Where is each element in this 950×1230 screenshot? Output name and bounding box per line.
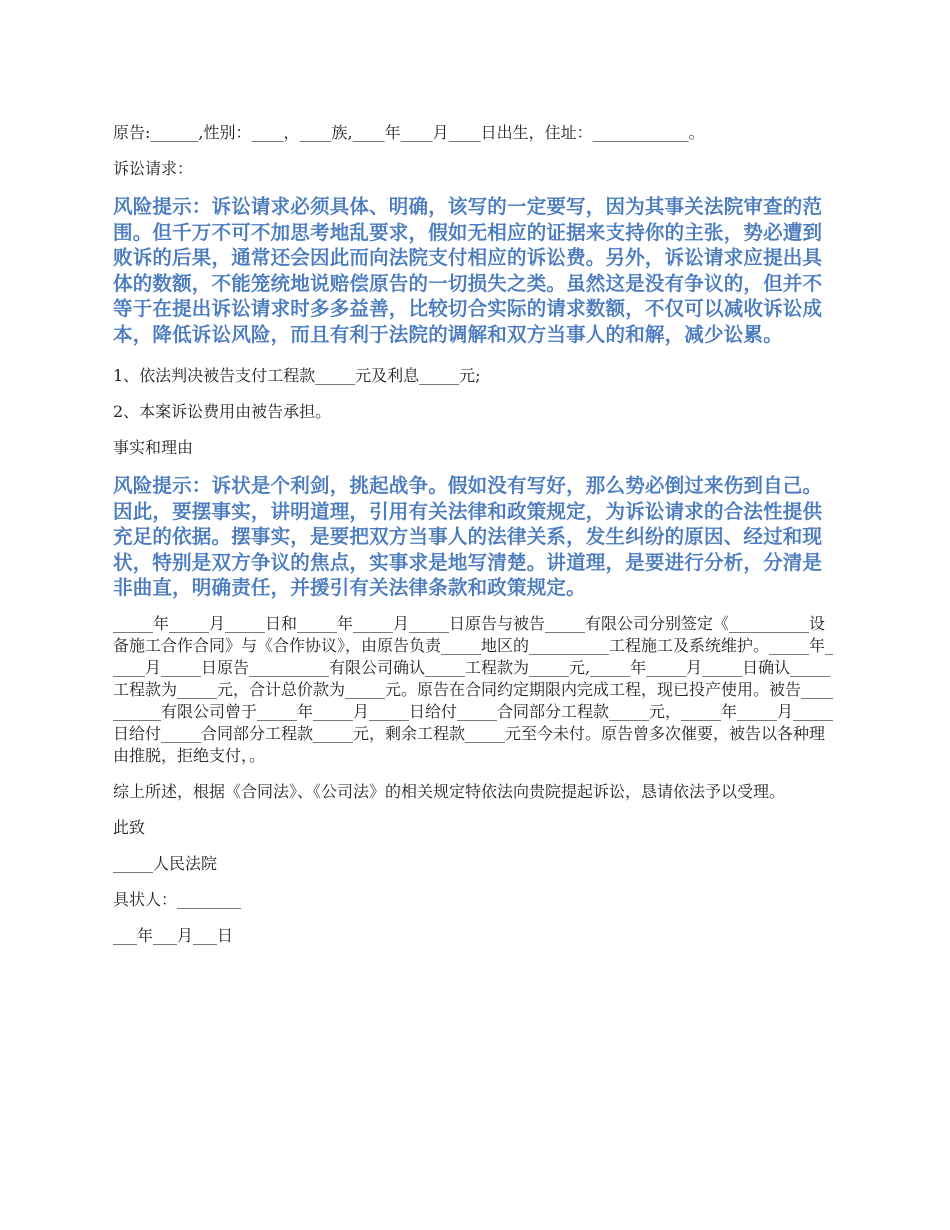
conclusion-paragraph: 综上所述，根据《合同法》、《公司法》的相关规定特依法向贵院提起诉讼，恳请依法予以受理。 [113, 781, 786, 801]
plaintiff-info-line: 原告:______,性别：____，____族,____年____月____日出生，住址：____________。 [113, 123, 705, 142]
complaint-document [113, 122, 833, 947]
court-name: _____人民法院 [113, 853, 218, 873]
salutation: 此致 [113, 817, 146, 837]
facts-body: _____年_____月_____日和_____年_____月_____日原告与被告_____有限公司分别签定《__________设备施工合作合同》与《合作协议》，由原告负责_____地区的__________工程施工及系统维护。_____年_____月_____日原告__________有限公司确认_____工程款为_____元,_____年_____月_____日确认_____工程款为_____元，合计总价款为_____元。原告在合同约定期限内完成工程，现已投产使用。被告__________有限公司曾于_____年_____月_____日给付_____合同部分工程款_____元，_____年_____月_____日给付_____合同部分工程款_____元，剩余工程款_____元至今未付。原告曾多次催要，被告以各种理由推脱，拒绝支付，。 [113, 613, 834, 765]
claim-item-1: 1、依法判决被告支付工程款_____元及利息_____元; [113, 366, 481, 385]
claims-heading: 诉讼请求： [113, 159, 194, 178]
claim-item-2: 2、本案诉讼费用由被告承担。 [113, 402, 332, 421]
signer-line: 具状人：________ [113, 889, 242, 909]
risk-tip-facts: 风险提示：诉状是个利剑，挑起战争。假如没有写好，那么势必倒过来伤到自己。因此，要摆事实，讲明道理，引用有关法律和政策规定，为诉讼请求的合法性提供充足的依据。摆事实，是要把双方当事人的法律关系，发生纠纷的原因、经过和现状，特别是双方争议的焦点，实事求是地写清楚。讲道理，是要进行分析，分清是非曲直，明确责任，并援引有关法律条款和政策规定。 [113, 474, 823, 599]
risk-tip-claims: 风险提示：诉讼请求必须具体、明确，该写的一定要写，因为其事关法院审查的范围。但千万不可不加思考地乱要求，假如无相应的证据来支持你的主张，势必遭到败诉的后果，通常还会因此而向法院支付相应的诉讼费。另外，诉讼请求应提出具体的数额，不能笼统地说赔偿原告的一切损失之类。虽然这是没有争议的，但并不等于在提出诉讼请求时多多益善，比较切合实际的请求数额，不仅可以减收诉讼成本，降低诉讼风险，而且有利于法院的调解和双方当事人的和解，减少讼累。 [113, 195, 823, 346]
facts-heading: 事实和理由 [113, 438, 194, 457]
date-line: ___年___月___日 [113, 925, 234, 945]
